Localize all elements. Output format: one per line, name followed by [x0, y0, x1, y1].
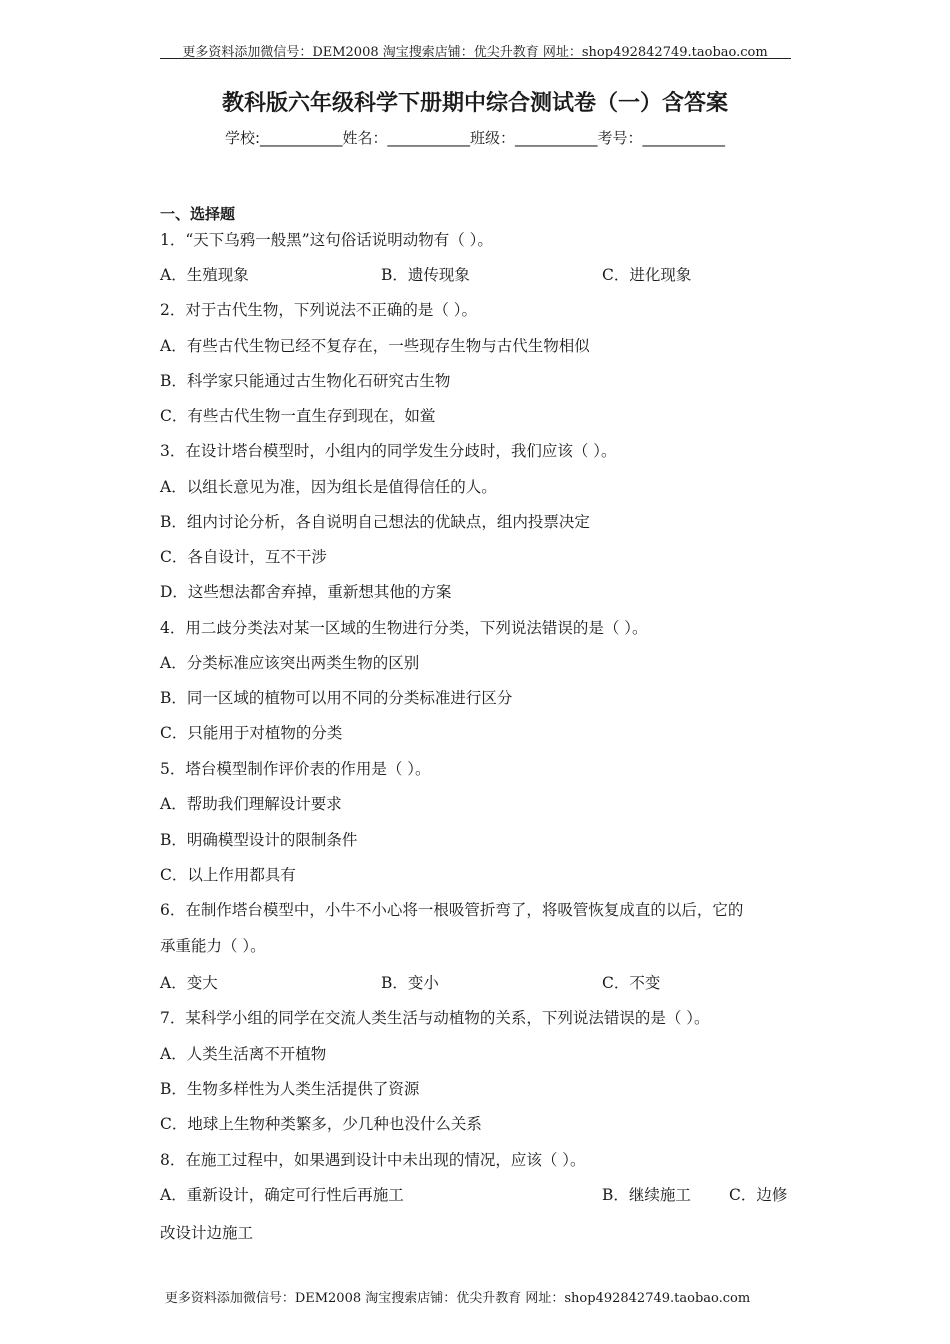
question-4-option-c: C．只能用于对植物的分类	[160, 724, 343, 742]
question-6-stem-continued: 承重能力（ ）。	[160, 937, 266, 955]
question-4-option-b: B．同一区域的植物可以用不同的分类标准进行区分	[160, 689, 513, 707]
document-title: 教科版六年级科学下册期中综合测试卷（一）含答案	[221, 91, 728, 116]
question-1-option-a: A．生殖现象	[160, 266, 249, 284]
question-3-option-a: A．以组长意见为准，因为组长是值得信任的人。	[160, 478, 497, 496]
question-8-stem: 8．在施工过程中，如果遇到设计中未出现的情况，应该（ ）。	[160, 1151, 586, 1169]
question-3-stem: 3．在设计塔台模型时，小组内的同学发生分歧时，我们应该（ ）。	[160, 442, 617, 460]
question-1-stem: 1．“天下乌鸦一般黑”这句俗话说明动物有（ ）。	[160, 231, 493, 249]
question-2-option-c: C．有些古代生物一直生存到现在，如鲎	[160, 407, 436, 425]
question-5-option-c: C．以上作用都具有	[160, 866, 296, 884]
student-info-line: 学校:___________姓名：___________班级：___________考号：___________	[224, 129, 726, 147]
question-7-stem: 7．某科学小组的同学在交流人类生活与动植物的关系，下列说法错误的是（ ）。	[160, 1009, 710, 1027]
question-4-stem: 4．用二歧分类法对某一区域的生物进行分类，下列说法错误的是（ ）。	[160, 619, 648, 637]
question-7-option-b: B．生物多样性为人类生活提供了资源	[160, 1080, 420, 1098]
question-2-option-a: A．有些古代生物已经不复存在，一些现存生物与古代生物相似	[160, 337, 590, 355]
page-header: 更多资料添加微信号：DEM2008 淘宝搜索店铺：优尖升教育 网址：shop492842749.taobao.com	[182, 45, 768, 60]
question-8-option-b: B．继续施工	[602, 1186, 691, 1204]
question-8-option-a: A．重新设计，确定可行性后再施工	[160, 1186, 404, 1204]
question-2-option-b: B．科学家只能通过古生物化石研究古生物	[160, 372, 451, 390]
page-footer: 更多资料添加微信号：DEM2008 淘宝搜索店铺：优尖升教育 网址：shop492842749.taobao.com	[164, 1291, 751, 1306]
question-7-option-a: A．人类生活离不开植物	[160, 1045, 327, 1063]
question-6-option-c: C．不变	[602, 974, 661, 992]
question-5-option-a: A．帮助我们理解设计要求	[160, 795, 342, 813]
question-3-option-b: B．组内讨论分析，各自说明自己想法的优缺点，组内投票决定	[160, 513, 590, 531]
question-5-option-b: B．明确模型设计的限制条件	[160, 831, 358, 849]
question-2-stem: 2．对于古代生物，下列说法不正确的是（ ）。	[160, 301, 478, 319]
question-6-option-b: B．变小	[381, 974, 439, 992]
question-7-option-c: C．地球上生物种类繁多，少几种也没什么关系	[160, 1115, 482, 1133]
question-8-option-c: C．边修	[729, 1186, 788, 1204]
question-4-option-a: A．分类标准应该突出两类生物的区别	[160, 654, 420, 672]
question-6-stem: 6．在制作塔台模型中，小牛不小心将一根吸管折弯了，将吸管恢复成直的以后，它的	[160, 901, 744, 919]
header-divider	[160, 58, 791, 59]
question-1-option-c: C．进化现象	[602, 266, 692, 284]
section-heading: 一、选择题	[160, 205, 236, 223]
question-3-option-d: D．这些想法都舍弃掉，重新想其他的方案	[160, 583, 452, 601]
question-6-option-a: A．变大	[160, 974, 218, 992]
question-3-option-c: C．各自设计，互不干涉	[160, 548, 327, 566]
question-8-option-c-continued: 改设计边施工	[160, 1224, 254, 1242]
question-5-stem: 5．塔台模型制作评价表的作用是（ ）。	[160, 760, 431, 778]
question-1-option-b: B．遗传现象	[381, 266, 470, 284]
